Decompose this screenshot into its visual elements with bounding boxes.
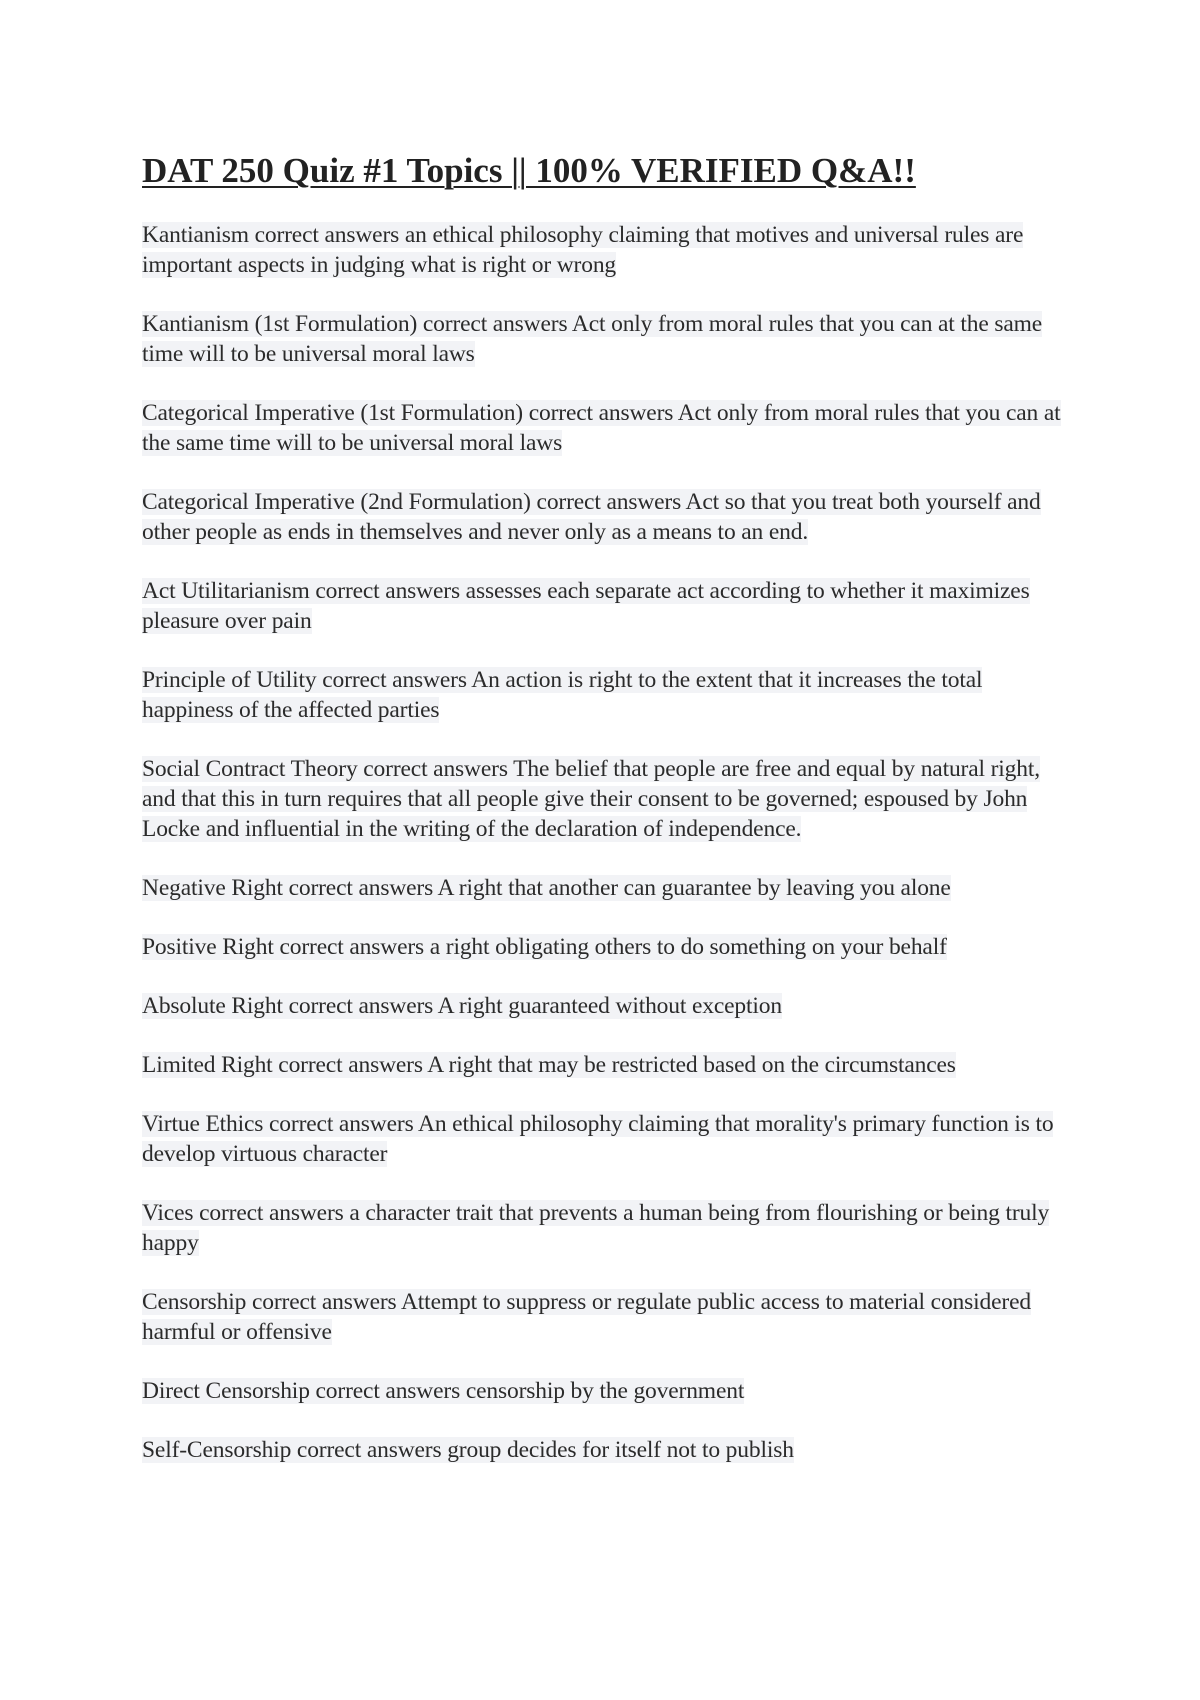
qa-term: Social Contract Theory (142, 756, 358, 782)
qa-separator: correct answers (528, 400, 674, 426)
qa-separator: correct answers (536, 489, 682, 515)
qa-item (142, 991, 1072, 1021)
qa-item (142, 398, 1072, 458)
qa-term: Negative Right (142, 875, 283, 901)
qa-separator: correct answers (278, 1052, 423, 1078)
qa-item (142, 1376, 1072, 1406)
qa-term: Direct Censorship (142, 1378, 310, 1404)
qa-item (142, 1287, 1072, 1347)
qa-answer: Attempt to suppress or regulate public access to material considered harmful or offensive (142, 1289, 1031, 1345)
document-page (142, 150, 1072, 1494)
qa-separator: correct answers (296, 1437, 442, 1463)
qa-separator: correct answers (288, 993, 434, 1019)
qa-item (142, 309, 1072, 369)
qa-separator: correct answers (315, 1378, 461, 1404)
qa-term: Self-Censorship (142, 1437, 292, 1463)
qa-separator: correct answers (322, 667, 467, 693)
qa-separator: correct answers (252, 1289, 397, 1315)
qa-answer: An ethical philosophy claiming that morality's primary function is to develop virtuous character (142, 1111, 1054, 1167)
qa-item (142, 1109, 1072, 1169)
qa-term: Categorical Imperative (2nd Formulation) (142, 489, 531, 515)
qa-term: Vices (142, 1200, 194, 1226)
qa-separator: correct answers (269, 1111, 414, 1137)
qa-answer: assesses each separate act according to whether it maximizes pleasure over pain (142, 578, 1030, 634)
qa-separator: correct answers (422, 311, 568, 337)
qa-separator: correct answers (254, 222, 400, 248)
qa-term: Act Utilitarianism (142, 578, 310, 604)
qa-answer: A right that may be restricted based on the circumstances (427, 1052, 956, 1078)
qa-answer: The belief that people are free and equal by natural right, and that this in turn requires that all people give their consent to be governed; espoused by John Locke and influential in the writing of the declaration of independence. (142, 756, 1040, 842)
qa-term: Limited Right (142, 1052, 273, 1078)
qa-answer: Act only from moral rules that you can at the same time will to be universal moral laws (142, 311, 1043, 367)
qa-item (142, 1435, 1072, 1465)
qa-item (142, 220, 1072, 280)
qa-item (142, 576, 1072, 636)
qa-term: Censorship (142, 1289, 247, 1315)
qa-answer: A right guaranteed without exception (437, 993, 782, 1019)
qa-answer: Act so that you treat both yourself and other people as ends in themselves and never only as a means to an end. (142, 489, 1041, 545)
qa-item (142, 754, 1072, 844)
qa-answer: censorship by the government (465, 1378, 745, 1404)
qa-item (142, 665, 1072, 725)
qa-separator: correct answers (199, 1200, 344, 1226)
qa-answer: Act only from moral rules that you can at the same time will to be universal moral laws (142, 400, 1061, 456)
document-title: DAT 250 Quiz #1 Topics || 100% VERIFIED Q&A!! (142, 151, 916, 190)
qa-answer: an ethical philosophy claiming that motives and universal rules are important aspects in judging what is right or wrong (142, 222, 1024, 278)
qa-term: Kantianism (142, 222, 249, 248)
qa-answer: a right obligating others to do something on your behalf (429, 934, 947, 960)
qa-term: Virtue Ethics (142, 1111, 264, 1137)
qa-item (142, 1198, 1072, 1258)
qa-term: Categorical Imperative (1st Formulation) (142, 400, 523, 426)
qa-separator: correct answers (279, 934, 425, 960)
qa-item (142, 873, 1072, 903)
qa-answer: An action is right to the extent that it increases the total happiness of the affected parties (142, 667, 983, 723)
qa-answer: a character trait that prevents a human being from flourishing or being truly happy (142, 1200, 1050, 1256)
qa-term: Positive Right (142, 934, 274, 960)
qa-item (142, 487, 1072, 547)
qa-answer: A right that another can guarantee by leaving you alone (437, 875, 951, 901)
qa-item (142, 932, 1072, 962)
qa-separator: correct answers (315, 578, 460, 604)
qa-term: Absolute Right (142, 993, 283, 1019)
qa-item (142, 1050, 1072, 1080)
qa-term: Kantianism (1st Formulation) (142, 311, 418, 337)
qa-answer: group decides for itself not to publish (447, 1437, 794, 1463)
qa-list (142, 220, 1072, 1494)
qa-term: Principle of Utility (142, 667, 317, 693)
qa-separator: correct answers (363, 756, 508, 782)
qa-separator: correct answers (288, 875, 434, 901)
